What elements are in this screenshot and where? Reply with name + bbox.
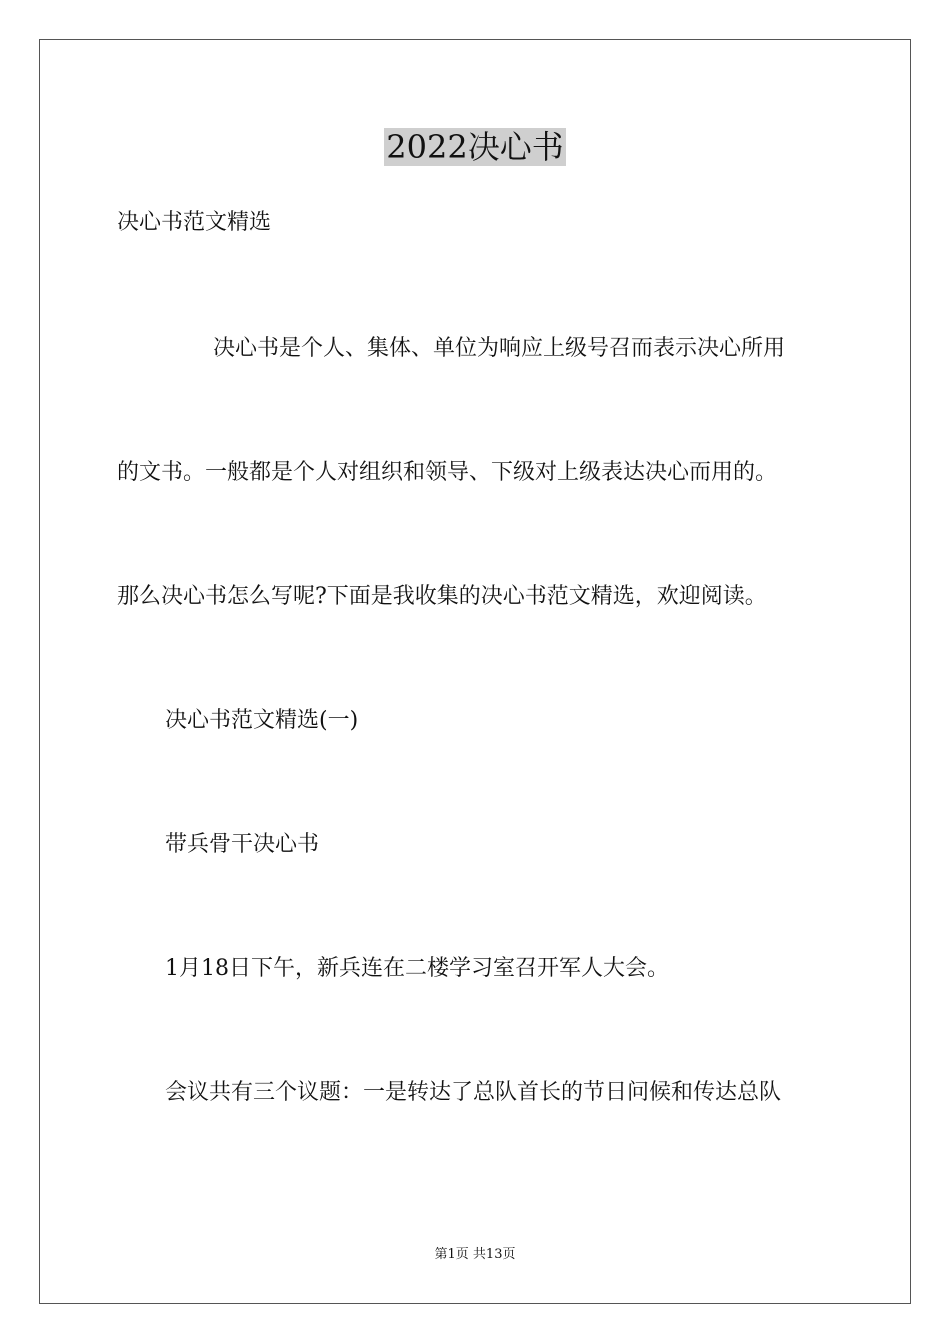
paragraph-line: 会议共有三个议题：一是转达了总队首长的节日问候和传达总队 — [165, 1080, 782, 1105]
subtitle-line: 决心书范文精选 — [117, 210, 272, 235]
section-heading: 决心书范文精选(一) — [165, 708, 359, 733]
paragraph-line: 1月18日下午，新兵连在二楼学习室召开军人大会。 — [165, 956, 669, 981]
document-title — [0, 127, 950, 167]
document-title-text: 2022决心书 — [386, 128, 564, 166]
paragraph-line: 的文书。一般都是个人对组织和领导、下级对上级表达决心而用的。 — [117, 460, 778, 485]
paragraph-line: 那么决心书怎么写呢?下面是我收集的决心书范文精选，欢迎阅读。 — [117, 584, 767, 609]
paragraph-line: 决心书是个人、集体、单位为响应上级号召而表示决心所用 — [213, 336, 786, 361]
section-subheading: 带兵骨干决心书 — [165, 832, 320, 857]
page-footer: 第1页 共13页 — [434, 1247, 516, 1262]
